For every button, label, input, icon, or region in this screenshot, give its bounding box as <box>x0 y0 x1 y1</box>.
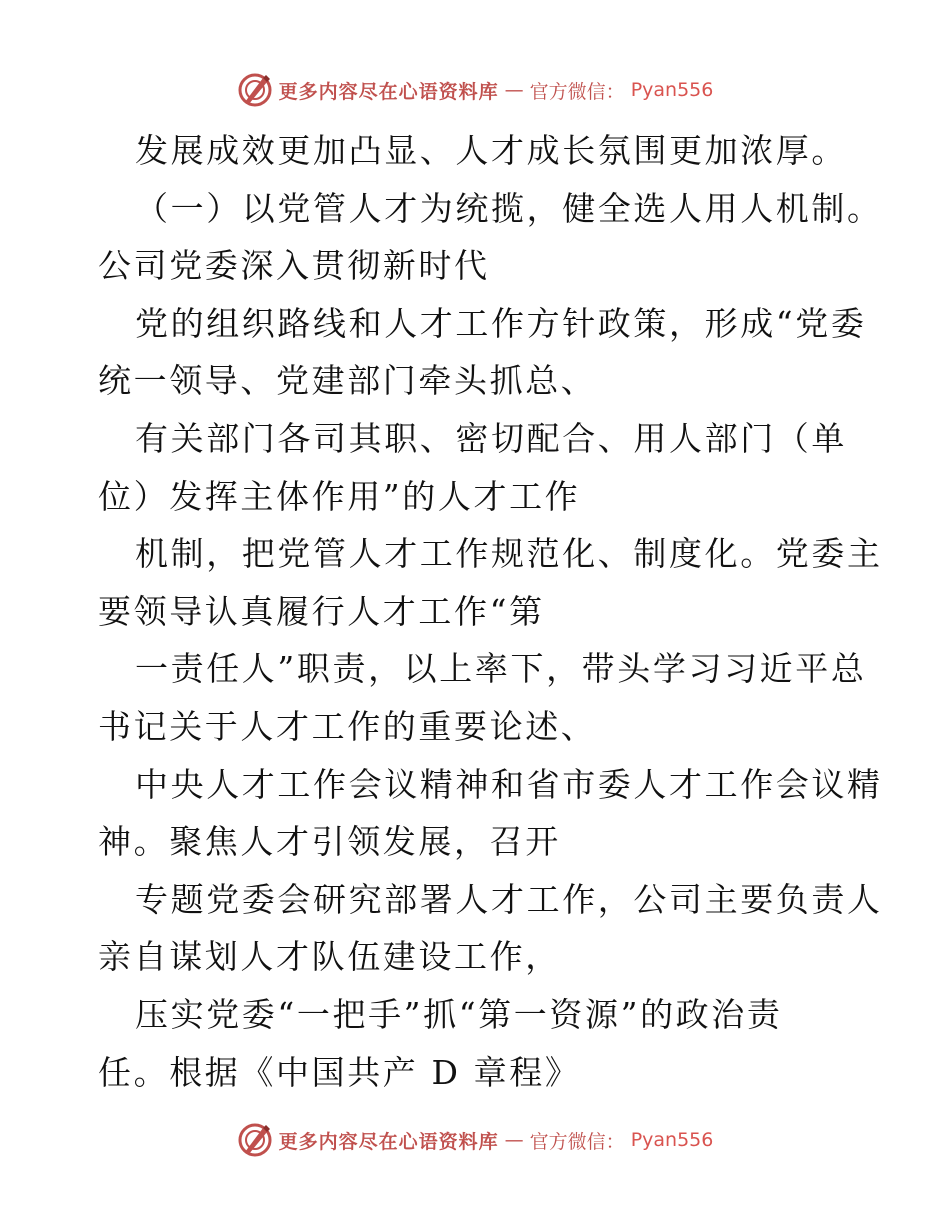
text-line: 一责任人”职责，以上率下，带头学习习近平总 <box>135 649 867 689</box>
text-line: 任。根据《中国共产 D 章程》 <box>98 1052 581 1092</box>
watermark-site-text: 更多内容尽在心语资料库 <box>278 1130 499 1153</box>
text-line: 压实党委“一把手”抓“第一资源”的政治责 <box>135 994 783 1034</box>
watermark-wechat-id: Pyan556 <box>630 79 714 101</box>
header-watermark <box>0 70 950 110</box>
text-line: 公司党委深入贯彻新时代 <box>98 246 490 286</box>
section-heading: （一）以党管人才为统揽，健全选人用人机制。 <box>135 188 883 228</box>
text-line: 党的组织路线和人才工作方针政策，形成“党委 <box>135 303 867 343</box>
text-line: 专题党委会研究部署人才工作，公司主要负责人 <box>135 879 883 919</box>
text-line: 位）发挥主体作用”的人才工作 <box>98 476 581 516</box>
text-line: 书记关于人才工作的重要论述、 <box>98 706 597 746</box>
document-body <box>98 122 883 1101</box>
pen-logo-icon <box>237 72 273 108</box>
watermark-site-text: 更多内容尽在心语资料库 <box>278 80 499 103</box>
text-line: 统一领导、党建部门牵头抓总、 <box>98 361 597 401</box>
text-line: 亲自谋划人才队伍建设工作， <box>98 937 561 977</box>
text-line: 中央人才工作会议精神和省市委人才工作会议精 <box>135 764 883 804</box>
text-line: 发展成效更加凸显、人才成长氛围更加浓厚。 <box>135 131 847 170</box>
text-line: 机制，把党管人才工作规范化、制度化。党委主 <box>135 534 883 574</box>
watermark-official-label: 官方微信： <box>529 80 625 103</box>
pen-logo-icon <box>237 1122 273 1158</box>
watermark-separator: — <box>504 1129 524 1151</box>
text-line: 有关部门各司其职、密切配合、用人部门（单 <box>135 418 847 458</box>
watermark-official-label: 官方微信： <box>529 1130 625 1153</box>
watermark-separator: — <box>504 79 524 101</box>
watermark-wechat-id: Pyan556 <box>630 1129 714 1151</box>
text-line: 神。聚焦人才引领发展，召开 <box>98 822 561 862</box>
text-line: 要领导认真履行人才工作“第 <box>98 591 545 631</box>
footer-watermark <box>0 1120 950 1160</box>
